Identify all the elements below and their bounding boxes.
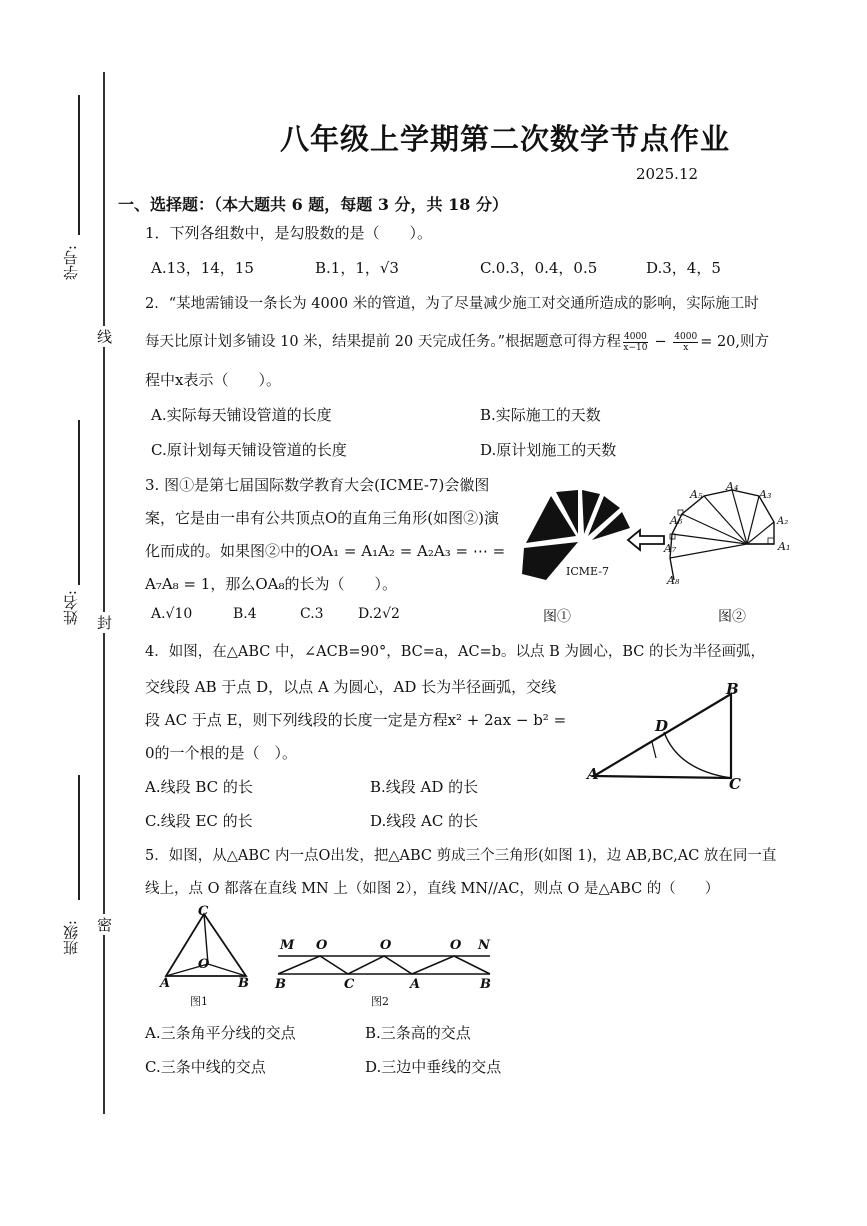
seal-char-secret: 密 [97, 916, 113, 934]
q3-option-b: B.4 [233, 606, 257, 622]
q2-line3: 程中x表示（ ）。 [145, 371, 281, 389]
q1-option-b: B.1，1，√3 [315, 259, 399, 277]
fig1-caption: 图① [543, 609, 571, 625]
q2-option-b: B.实际施工的天数 [480, 406, 601, 424]
right-triangle-arc-figure [590, 690, 750, 790]
q3-option-a: A.√10 [151, 606, 193, 622]
q2-frac1-num: 4000 [624, 331, 647, 342]
q5-fig2-label-C: C [344, 977, 355, 992]
q5-fig1-label-O: O [198, 957, 210, 972]
q4-line3: 段 AC 于点 E，则下列线段的长度一定是方程x² + 2ax − b² = [145, 711, 567, 729]
q2-frac2-num: 4000 [674, 331, 698, 342]
binding-margin-rule [103, 72, 105, 1114]
spiral-triangles-figure [662, 482, 802, 592]
q4-option-c: C.线段 EC 的长 [145, 812, 253, 830]
q2-fraction-2 [673, 332, 698, 353]
q5-fig1-caption: 图1 [190, 995, 208, 1008]
q4-option-a: A.线段 BC 的长 [145, 778, 253, 796]
name-label: 姓名: [62, 590, 80, 626]
page-date: 2025.12 [636, 165, 699, 183]
label-A3: A₃ [759, 488, 772, 501]
q5-fig2-label-B2: B [480, 977, 491, 992]
student-no-label: 学号: [62, 245, 80, 281]
q2-fraction-1 [623, 332, 648, 353]
q5-option-a: A.三条角平分线的交点 [145, 1024, 296, 1042]
label-A2: A₂ [777, 516, 789, 527]
q2-option-c: C.原计划每天铺设管道的长度 [151, 441, 347, 459]
q3-line1: 3. 图①是第七届国际数学教育大会(ICME-7)会徽图 [145, 476, 490, 494]
q5-fig1-label-B: B [238, 976, 249, 991]
q4-line4: 0的一个根的是（ ）。 [145, 744, 298, 762]
q2-frac1-den: x−10 [623, 342, 648, 353]
q2-option-d: D.原计划施工的天数 [480, 441, 617, 459]
q4-label-A: A [587, 765, 599, 783]
left-arrow-icon [626, 528, 666, 552]
q3-option-d: D.2√2 [358, 606, 400, 622]
q1-stem: 1．下列各组数中，是勾股数的是（ ）。 [145, 224, 433, 242]
q1-option-d: D.3，4，5 [646, 259, 721, 277]
q5-fig2-caption: 图2 [371, 995, 389, 1008]
q5-line2: 线上，点 O 都落在直线 MN 上（如图 2），直线 MN//AC，则点 O 是△ABC 的（ ） [145, 881, 720, 897]
student-no-blank-line [78, 95, 80, 235]
q5-line1: 5．如图，从△ABC 内一点O出发，把△ABC 剪成三个三角形(如图 1)，边 AB,BC,AC 放在同一直 [145, 848, 777, 864]
class-blank-line [78, 775, 80, 900]
label-A1: A₁ [778, 540, 791, 553]
page-title: 八年级上学期第二次数学节点作业 [280, 122, 731, 156]
q2-line2: 每天比原计划多铺设 10 米，结果提前 20 天完成任务。”根据题意可得方程 $\frac{4000}{x-10}$ − $\frac{4000}{x}$ = 20,则方 [145, 331, 770, 353]
class-label: 班级: [62, 920, 80, 956]
q2-line2-tail: = 20,则方 [700, 334, 770, 350]
q5-option-b: B.三条高的交点 [365, 1024, 471, 1042]
q4-option-b: B.线段 AD 的长 [370, 778, 479, 796]
strip-triangles-figure [276, 950, 496, 990]
q4-label-C: C [729, 775, 741, 793]
q3-line4: A₇A₈ = 1，那么OA₈的长为（ ）。 [145, 575, 397, 593]
section-heading: 一、选择题：（本大题共 6 题，每题 3 分，共 18 分） [118, 195, 508, 214]
q4-line2: 交线段 AB 于点 D，以点 A 为圆心，AD 长为半径画弧，交线 [145, 678, 557, 696]
q5-option-d: D.三边中垂线的交点 [365, 1058, 502, 1076]
q5-fig2-label-N: N [478, 938, 490, 953]
q5-fig2-label-O3: O [450, 938, 462, 953]
label-A4: A₄ [726, 480, 739, 493]
q5-fig2-label-O2: O [380, 938, 392, 953]
q1-option-a: A.13，14，15 [151, 259, 254, 277]
fig2-caption: 图② [718, 609, 746, 625]
q5-fig1-label-A: A [160, 976, 171, 991]
q5-fig2-label-A: A [410, 977, 421, 992]
label-A5: A₅ [690, 488, 703, 501]
q2-line1: 2．“某地需铺设一条长为 4000 米的管道，为了尽量减少施工对交通所造成的影响，实际施工时 [145, 296, 759, 312]
q5-fig2-label-B1: B [275, 977, 286, 992]
label-A7: A₇ [664, 542, 677, 555]
q4-label-D: D [655, 717, 669, 735]
q1-option-c: C.0.3，0.4，0.5 [480, 259, 598, 277]
q2-line2-text: 每天比原计划多铺设 10 米，结果提前 20 天完成任务。”根据题意可得方程 [145, 334, 621, 350]
name-blank-line [78, 420, 80, 585]
q5-option-c: C.三条中线的交点 [145, 1058, 266, 1076]
q5-fig1-label-C: C [198, 904, 209, 919]
q4-line1: 4．如图，在△ABC 中，∠ACB=90°，BC=a，AC=b。以点 B 为圆心，BC 的长为半径画弧， [145, 644, 766, 660]
q5-fig2-label-O1: O [316, 938, 328, 953]
q2-option-a: A.实际每天铺设管道的长度 [151, 406, 332, 424]
q4-label-B: B [726, 680, 739, 698]
seal-char-seal: 封 [97, 614, 113, 632]
label-A6: A₆ [670, 514, 683, 527]
q3-line3: 化而成的。如果图②中的OA₁ = A₁A₂ = A₂A₃ = ⋯ = [145, 542, 506, 560]
seal-char-line: 线 [97, 328, 113, 346]
q4-option-d: D.线段 AC 的长 [370, 812, 479, 830]
label-A8: A₈ [667, 574, 680, 587]
q3-option-c: C.3 [300, 606, 324, 622]
q5-fig2-label-M: M [280, 938, 295, 953]
icme7-label: ICME-7 [566, 565, 609, 578]
q2-frac2-den: x [683, 342, 689, 353]
q3-line2: 案，它是由一串有公共顶点O的直角三角形(如图②)演 [145, 509, 500, 527]
